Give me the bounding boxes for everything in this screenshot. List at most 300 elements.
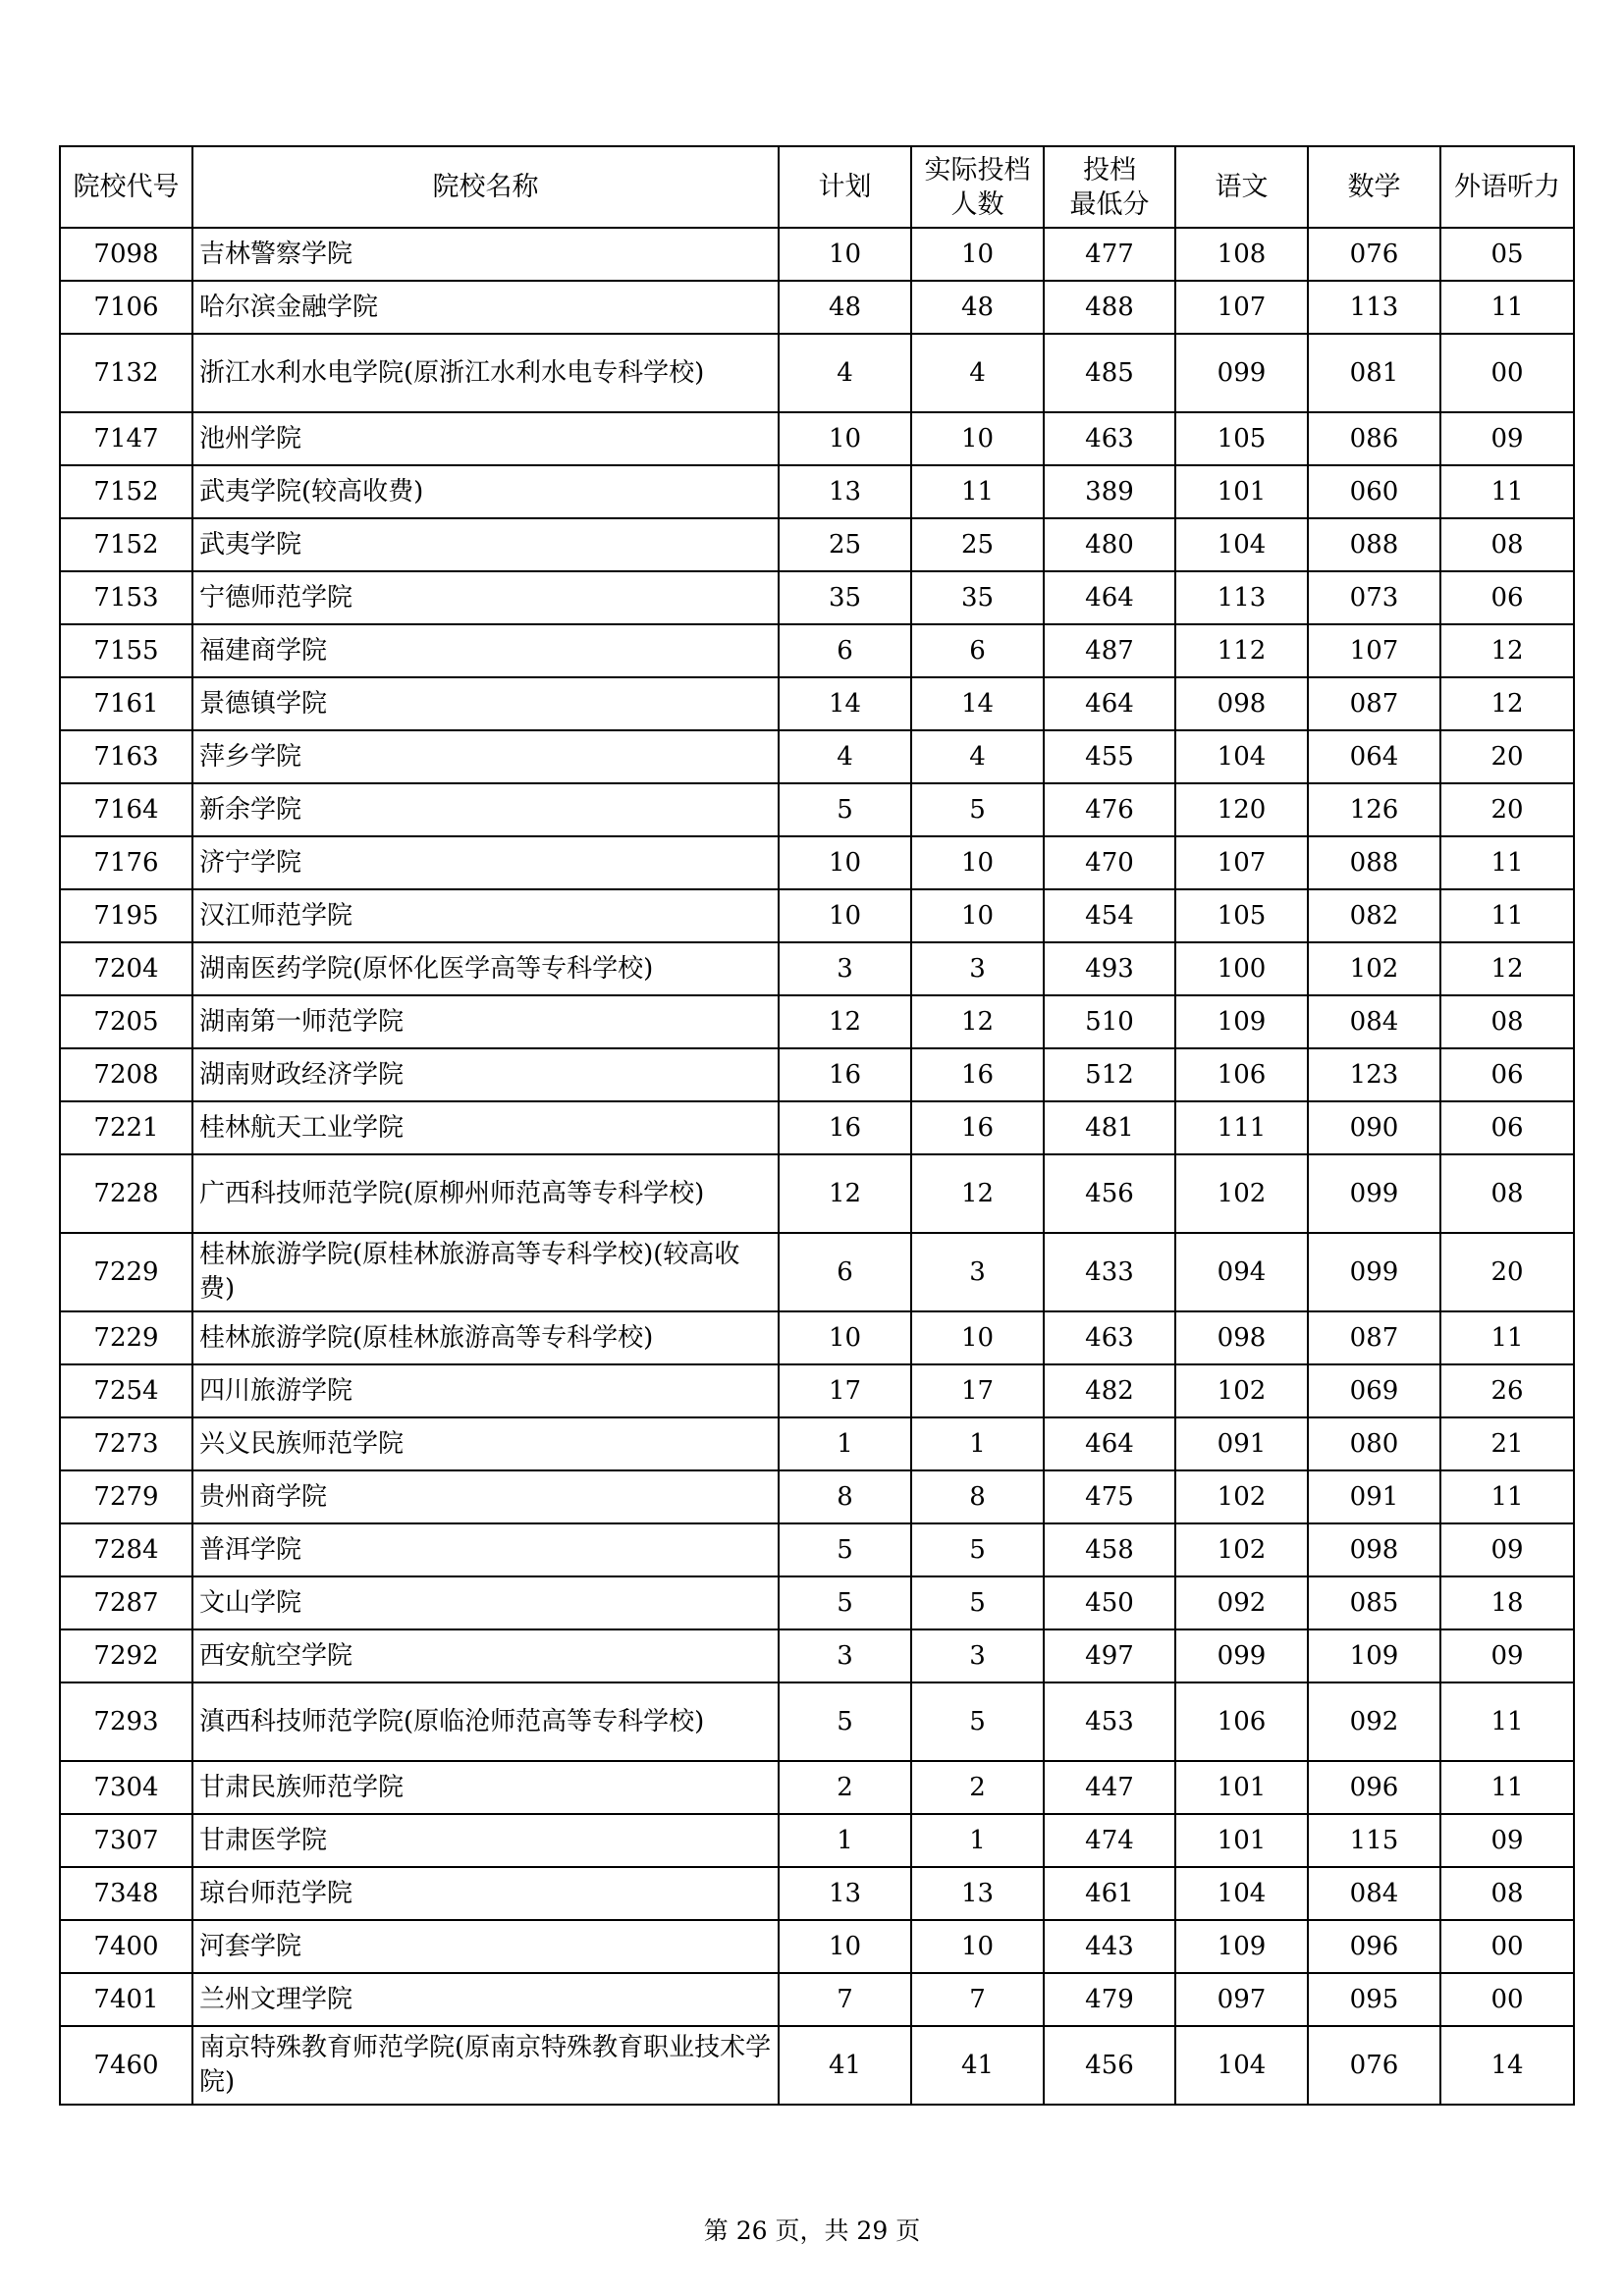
cell-min: 470 — [1044, 836, 1175, 889]
cell-listening: 11 — [1440, 281, 1574, 334]
cell-code: 7163 — [60, 730, 192, 783]
table-row — [60, 1523, 1574, 1576]
cell-name: 甘肃医学院 — [192, 1814, 779, 1867]
cell-listening: 08 — [1440, 518, 1574, 571]
table-row — [60, 624, 1574, 677]
cell-chinese: 098 — [1175, 677, 1308, 730]
cell-plan: 25 — [779, 518, 911, 571]
cell-math: 087 — [1308, 677, 1440, 730]
cell-min: 480 — [1044, 518, 1175, 571]
cell-chinese: 104 — [1175, 1867, 1308, 1920]
cell-min: 463 — [1044, 412, 1175, 465]
cell-name: 济宁学院 — [192, 836, 779, 889]
cell-code: 7155 — [60, 624, 192, 677]
cell-name: 宁德师范学院 — [192, 571, 779, 624]
table-row — [60, 1233, 1574, 1311]
cell-code: 7106 — [60, 281, 192, 334]
cell-math: 099 — [1308, 1154, 1440, 1233]
cell-actual: 10 — [911, 412, 1044, 465]
cell-math: 073 — [1308, 571, 1440, 624]
cell-chinese: 106 — [1175, 1682, 1308, 1761]
cell-code: 7204 — [60, 942, 192, 995]
cell-chinese: 106 — [1175, 1048, 1308, 1101]
cell-math: 084 — [1308, 1867, 1440, 1920]
cell-name: 吉林警察学院 — [192, 228, 779, 281]
cell-actual: 16 — [911, 1048, 1044, 1101]
cell-chinese: 105 — [1175, 889, 1308, 942]
cell-chinese: 101 — [1175, 465, 1308, 518]
cell-chinese: 113 — [1175, 571, 1308, 624]
cell-code: 7132 — [60, 334, 192, 412]
table-row — [60, 1048, 1574, 1101]
cell-math: 102 — [1308, 942, 1440, 995]
cell-min: 464 — [1044, 1417, 1175, 1470]
cell-code: 7205 — [60, 995, 192, 1048]
table-row — [60, 571, 1574, 624]
cell-name: 福建商学院 — [192, 624, 779, 677]
cell-plan: 4 — [779, 334, 911, 412]
cell-plan: 10 — [779, 412, 911, 465]
cell-name: 武夷学院 — [192, 518, 779, 571]
cell-actual: 11 — [911, 465, 1044, 518]
cell-name: 浙江水利水电学院(原浙江水利水电专科学校) — [192, 334, 779, 412]
table-header — [60, 146, 1574, 228]
header-code: 院校代号 — [60, 146, 192, 228]
cell-code: 7152 — [60, 465, 192, 518]
cell-plan: 12 — [779, 1154, 911, 1233]
cell-chinese: 107 — [1175, 281, 1308, 334]
header-chinese: 语文 — [1175, 146, 1308, 228]
cell-min: 464 — [1044, 571, 1175, 624]
cell-listening: 09 — [1440, 1814, 1574, 1867]
cell-min: 458 — [1044, 1523, 1175, 1576]
cell-code: 7228 — [60, 1154, 192, 1233]
cell-name: 西安航空学院 — [192, 1629, 779, 1682]
cell-min: 482 — [1044, 1364, 1175, 1417]
header-row — [60, 146, 1574, 228]
cell-min: 443 — [1044, 1920, 1175, 1973]
cell-math: 113 — [1308, 281, 1440, 334]
cell-code: 7273 — [60, 1417, 192, 1470]
cell-math: 084 — [1308, 995, 1440, 1048]
header-listening: 外语听力 — [1440, 146, 1574, 228]
table-row — [60, 281, 1574, 334]
cell-listening: 11 — [1440, 889, 1574, 942]
cell-code: 7176 — [60, 836, 192, 889]
cell-code: 7221 — [60, 1101, 192, 1154]
cell-min: 485 — [1044, 334, 1175, 412]
table-row — [60, 1867, 1574, 1920]
cell-code: 7293 — [60, 1682, 192, 1761]
cell-min: 447 — [1044, 1761, 1175, 1814]
cell-actual: 16 — [911, 1101, 1044, 1154]
cell-math: 123 — [1308, 1048, 1440, 1101]
table-row — [60, 1973, 1574, 2026]
cell-min: 510 — [1044, 995, 1175, 1048]
cell-code: 7229 — [60, 1311, 192, 1364]
cell-chinese: 102 — [1175, 1364, 1308, 1417]
cell-math: 109 — [1308, 1629, 1440, 1682]
cell-actual: 10 — [911, 1311, 1044, 1364]
cell-code: 7229 — [60, 1233, 192, 1311]
cell-name: 兰州文理学院 — [192, 1973, 779, 2026]
cell-chinese: 107 — [1175, 836, 1308, 889]
cell-math: 096 — [1308, 1920, 1440, 1973]
cell-code: 7348 — [60, 1867, 192, 1920]
cell-chinese: 097 — [1175, 1973, 1308, 2026]
cell-name: 桂林旅游学院(原桂林旅游高等专科学校) — [192, 1311, 779, 1364]
cell-listening: 11 — [1440, 1682, 1574, 1761]
cell-code: 7195 — [60, 889, 192, 942]
cell-chinese: 099 — [1175, 1629, 1308, 1682]
cell-code: 7460 — [60, 2026, 192, 2105]
cell-listening: 09 — [1440, 1523, 1574, 1576]
cell-plan: 5 — [779, 1523, 911, 1576]
cell-min: 463 — [1044, 1311, 1175, 1364]
cell-math: 096 — [1308, 1761, 1440, 1814]
header-math: 数学 — [1308, 146, 1440, 228]
cell-chinese: 112 — [1175, 624, 1308, 677]
cell-actual: 3 — [911, 1233, 1044, 1311]
cell-chinese: 094 — [1175, 1233, 1308, 1311]
cell-name: 四川旅游学院 — [192, 1364, 779, 1417]
cell-actual: 10 — [911, 889, 1044, 942]
cell-plan: 13 — [779, 465, 911, 518]
cell-listening: 06 — [1440, 1048, 1574, 1101]
cell-chinese: 102 — [1175, 1523, 1308, 1576]
table-row — [60, 518, 1574, 571]
cell-listening: 12 — [1440, 624, 1574, 677]
cell-plan: 16 — [779, 1048, 911, 1101]
cell-math: 069 — [1308, 1364, 1440, 1417]
table-row — [60, 730, 1574, 783]
page-number: 第 26 页，共 29 页 — [703, 2216, 921, 2245]
cell-code: 7161 — [60, 677, 192, 730]
table-row — [60, 1761, 1574, 1814]
cell-actual: 8 — [911, 1470, 1044, 1523]
table-row — [60, 1814, 1574, 1867]
cell-math: 126 — [1308, 783, 1440, 836]
cell-chinese: 101 — [1175, 1814, 1308, 1867]
cell-math: 115 — [1308, 1814, 1440, 1867]
cell-code: 7153 — [60, 571, 192, 624]
cell-plan: 10 — [779, 228, 911, 281]
cell-min: 461 — [1044, 1867, 1175, 1920]
cell-min: 389 — [1044, 465, 1175, 518]
cell-listening: 05 — [1440, 228, 1574, 281]
cell-actual: 41 — [911, 2026, 1044, 2105]
table-row — [60, 1682, 1574, 1761]
cell-chinese: 105 — [1175, 412, 1308, 465]
cell-min: 487 — [1044, 624, 1175, 677]
cell-min: 512 — [1044, 1048, 1175, 1101]
cell-name: 池州学院 — [192, 412, 779, 465]
cell-min: 477 — [1044, 228, 1175, 281]
cell-plan: 17 — [779, 1364, 911, 1417]
cell-plan: 8 — [779, 1470, 911, 1523]
cell-plan: 5 — [779, 783, 911, 836]
cell-actual: 5 — [911, 1523, 1044, 1576]
cell-listening: 11 — [1440, 465, 1574, 518]
cell-min: 481 — [1044, 1101, 1175, 1154]
header-plan: 计划 — [779, 146, 911, 228]
table-row — [60, 783, 1574, 836]
cell-min: 450 — [1044, 1576, 1175, 1629]
header-actual-line2: 人数 — [950, 188, 1004, 220]
cell-plan: 1 — [779, 1417, 911, 1470]
cell-listening: 20 — [1440, 1233, 1574, 1311]
cell-math: 091 — [1308, 1470, 1440, 1523]
table-row — [60, 1311, 1574, 1364]
cell-listening: 26 — [1440, 1364, 1574, 1417]
cell-actual: 10 — [911, 228, 1044, 281]
cell-math: 088 — [1308, 836, 1440, 889]
cell-math: 088 — [1308, 518, 1440, 571]
cell-listening: 18 — [1440, 1576, 1574, 1629]
table-row — [60, 1470, 1574, 1523]
cell-math: 086 — [1308, 412, 1440, 465]
cell-chinese: 104 — [1175, 730, 1308, 783]
cell-name: 甘肃民族师范学院 — [192, 1761, 779, 1814]
cell-chinese: 111 — [1175, 1101, 1308, 1154]
cell-min: 433 — [1044, 1233, 1175, 1311]
cell-actual: 3 — [911, 942, 1044, 995]
cell-name: 文山学院 — [192, 1576, 779, 1629]
cell-min: 464 — [1044, 677, 1175, 730]
cell-code: 7400 — [60, 1920, 192, 1973]
cell-listening: 11 — [1440, 1470, 1574, 1523]
cell-chinese: 108 — [1175, 228, 1308, 281]
table-row — [60, 995, 1574, 1048]
cell-math: 082 — [1308, 889, 1440, 942]
header-actual — [911, 146, 1044, 228]
cell-min: 497 — [1044, 1629, 1175, 1682]
cell-plan: 10 — [779, 889, 911, 942]
cell-name: 武夷学院(较高收费) — [192, 465, 779, 518]
cell-plan: 3 — [779, 1629, 911, 1682]
table-row — [60, 228, 1574, 281]
cell-actual: 1 — [911, 1814, 1044, 1867]
cell-actual: 10 — [911, 836, 1044, 889]
cell-plan: 10 — [779, 836, 911, 889]
cell-chinese: 091 — [1175, 1417, 1308, 1470]
cell-code: 7164 — [60, 783, 192, 836]
cell-listening: 06 — [1440, 1101, 1574, 1154]
cell-actual: 25 — [911, 518, 1044, 571]
cell-math: 076 — [1308, 2026, 1440, 2105]
cell-actual: 2 — [911, 1761, 1044, 1814]
cell-listening: 00 — [1440, 334, 1574, 412]
cell-listening: 11 — [1440, 1311, 1574, 1364]
cell-math: 107 — [1308, 624, 1440, 677]
cell-plan: 5 — [779, 1576, 911, 1629]
table-row — [60, 677, 1574, 730]
page-footer — [0, 2212, 1624, 2247]
cell-code: 7304 — [60, 1761, 192, 1814]
table-row — [60, 1154, 1574, 1233]
table-row — [60, 1629, 1574, 1682]
cell-name: 兴义民族师范学院 — [192, 1417, 779, 1470]
cell-plan: 35 — [779, 571, 911, 624]
cell-code: 7287 — [60, 1576, 192, 1629]
table-body — [60, 228, 1574, 2105]
cell-actual: 4 — [911, 334, 1044, 412]
cell-chinese: 100 — [1175, 942, 1308, 995]
table-row — [60, 334, 1574, 412]
cell-math: 060 — [1308, 465, 1440, 518]
cell-chinese: 098 — [1175, 1311, 1308, 1364]
cell-name: 桂林航天工业学院 — [192, 1101, 779, 1154]
cell-plan: 10 — [779, 1311, 911, 1364]
cell-chinese: 104 — [1175, 2026, 1308, 2105]
header-actual-line1: 实际投档 — [924, 154, 1031, 186]
cell-actual: 5 — [911, 783, 1044, 836]
cell-chinese: 102 — [1175, 1470, 1308, 1523]
table-row — [60, 889, 1574, 942]
cell-name: 湖南财政经济学院 — [192, 1048, 779, 1101]
cell-chinese: 109 — [1175, 995, 1308, 1048]
cell-name: 桂林旅游学院(原桂林旅游高等专科学校)(较高收费) — [192, 1233, 779, 1311]
cell-min: 454 — [1044, 889, 1175, 942]
cell-name: 琼台师范学院 — [192, 1867, 779, 1920]
cell-plan: 7 — [779, 1973, 911, 2026]
cell-plan: 1 — [779, 1814, 911, 1867]
cell-listening: 12 — [1440, 942, 1574, 995]
cell-actual: 3 — [911, 1629, 1044, 1682]
cell-plan: 48 — [779, 281, 911, 334]
cell-plan: 3 — [779, 942, 911, 995]
cell-min: 475 — [1044, 1470, 1175, 1523]
cell-math: 080 — [1308, 1417, 1440, 1470]
cell-chinese: 109 — [1175, 1920, 1308, 1973]
cell-math: 092 — [1308, 1682, 1440, 1761]
cell-listening: 11 — [1440, 1761, 1574, 1814]
cell-code: 7292 — [60, 1629, 192, 1682]
cell-listening: 20 — [1440, 783, 1574, 836]
cell-min: 455 — [1044, 730, 1175, 783]
cell-code: 7152 — [60, 518, 192, 571]
cell-math: 085 — [1308, 1576, 1440, 1629]
header-min-line2: 最低分 — [1069, 188, 1150, 220]
cell-actual: 48 — [911, 281, 1044, 334]
header-name: 院校名称 — [192, 146, 779, 228]
cell-plan: 6 — [779, 624, 911, 677]
header-min-score — [1044, 146, 1175, 228]
cell-min: 456 — [1044, 2026, 1175, 2105]
table-row — [60, 1101, 1574, 1154]
table-row — [60, 1920, 1574, 1973]
cell-math: 099 — [1308, 1233, 1440, 1311]
cell-code: 7279 — [60, 1470, 192, 1523]
cell-plan: 6 — [779, 1233, 911, 1311]
cell-math: 064 — [1308, 730, 1440, 783]
cell-name: 南京特殊教育师范学院(原南京特殊教育职业技术学院) — [192, 2026, 779, 2105]
cell-listening: 06 — [1440, 571, 1574, 624]
cell-math: 076 — [1308, 228, 1440, 281]
cell-actual: 7 — [911, 1973, 1044, 2026]
cell-min: 453 — [1044, 1682, 1175, 1761]
admission-score-table — [59, 145, 1575, 2106]
header-min-line1: 投档 — [1083, 154, 1136, 186]
cell-plan: 12 — [779, 995, 911, 1048]
table-row — [60, 2026, 1574, 2105]
cell-plan: 5 — [779, 1682, 911, 1761]
cell-name: 景德镇学院 — [192, 677, 779, 730]
cell-plan: 14 — [779, 677, 911, 730]
cell-plan: 41 — [779, 2026, 911, 2105]
cell-math: 098 — [1308, 1523, 1440, 1576]
cell-name: 新余学院 — [192, 783, 779, 836]
cell-plan: 16 — [779, 1101, 911, 1154]
cell-name: 普洱学院 — [192, 1523, 779, 1576]
cell-name: 贵州商学院 — [192, 1470, 779, 1523]
cell-listening: 14 — [1440, 2026, 1574, 2105]
cell-name: 湖南第一师范学院 — [192, 995, 779, 1048]
table-row — [60, 1576, 1574, 1629]
cell-listening: 08 — [1440, 995, 1574, 1048]
cell-min: 456 — [1044, 1154, 1175, 1233]
cell-actual: 4 — [911, 730, 1044, 783]
cell-name: 广西科技师范学院(原柳州师范高等专科学校) — [192, 1154, 779, 1233]
cell-listening: 00 — [1440, 1973, 1574, 2026]
cell-actual: 12 — [911, 1154, 1044, 1233]
table-row — [60, 412, 1574, 465]
cell-listening: 20 — [1440, 730, 1574, 783]
cell-actual: 35 — [911, 571, 1044, 624]
table-row — [60, 942, 1574, 995]
cell-name: 滇西科技师范学院(原临沧师范高等专科学校) — [192, 1682, 779, 1761]
cell-listening: 12 — [1440, 677, 1574, 730]
cell-listening: 21 — [1440, 1417, 1574, 1470]
cell-code: 7208 — [60, 1048, 192, 1101]
cell-chinese: 101 — [1175, 1761, 1308, 1814]
cell-code: 7098 — [60, 228, 192, 281]
cell-name: 汉江师范学院 — [192, 889, 779, 942]
cell-code: 7401 — [60, 1973, 192, 2026]
cell-name: 湖南医药学院(原怀化医学高等专科学校) — [192, 942, 779, 995]
cell-name: 河套学院 — [192, 1920, 779, 1973]
cell-min: 474 — [1044, 1814, 1175, 1867]
cell-math: 087 — [1308, 1311, 1440, 1364]
cell-code: 7254 — [60, 1364, 192, 1417]
cell-chinese: 120 — [1175, 783, 1308, 836]
cell-code: 7307 — [60, 1814, 192, 1867]
cell-plan: 2 — [779, 1761, 911, 1814]
cell-chinese: 104 — [1175, 518, 1308, 571]
cell-min: 479 — [1044, 1973, 1175, 2026]
cell-listening: 11 — [1440, 836, 1574, 889]
table-row — [60, 1364, 1574, 1417]
cell-name: 萍乡学院 — [192, 730, 779, 783]
cell-listening: 00 — [1440, 1920, 1574, 1973]
cell-plan: 4 — [779, 730, 911, 783]
table-row — [60, 1417, 1574, 1470]
cell-code: 7284 — [60, 1523, 192, 1576]
cell-listening: 09 — [1440, 412, 1574, 465]
cell-math: 090 — [1308, 1101, 1440, 1154]
cell-actual: 10 — [911, 1920, 1044, 1973]
cell-listening: 09 — [1440, 1629, 1574, 1682]
cell-plan: 13 — [779, 1867, 911, 1920]
table-row — [60, 465, 1574, 518]
cell-listening: 08 — [1440, 1154, 1574, 1233]
cell-chinese: 102 — [1175, 1154, 1308, 1233]
cell-chinese: 099 — [1175, 334, 1308, 412]
cell-actual: 6 — [911, 624, 1044, 677]
cell-code: 7147 — [60, 412, 192, 465]
cell-actual: 5 — [911, 1576, 1044, 1629]
cell-math: 095 — [1308, 1973, 1440, 2026]
